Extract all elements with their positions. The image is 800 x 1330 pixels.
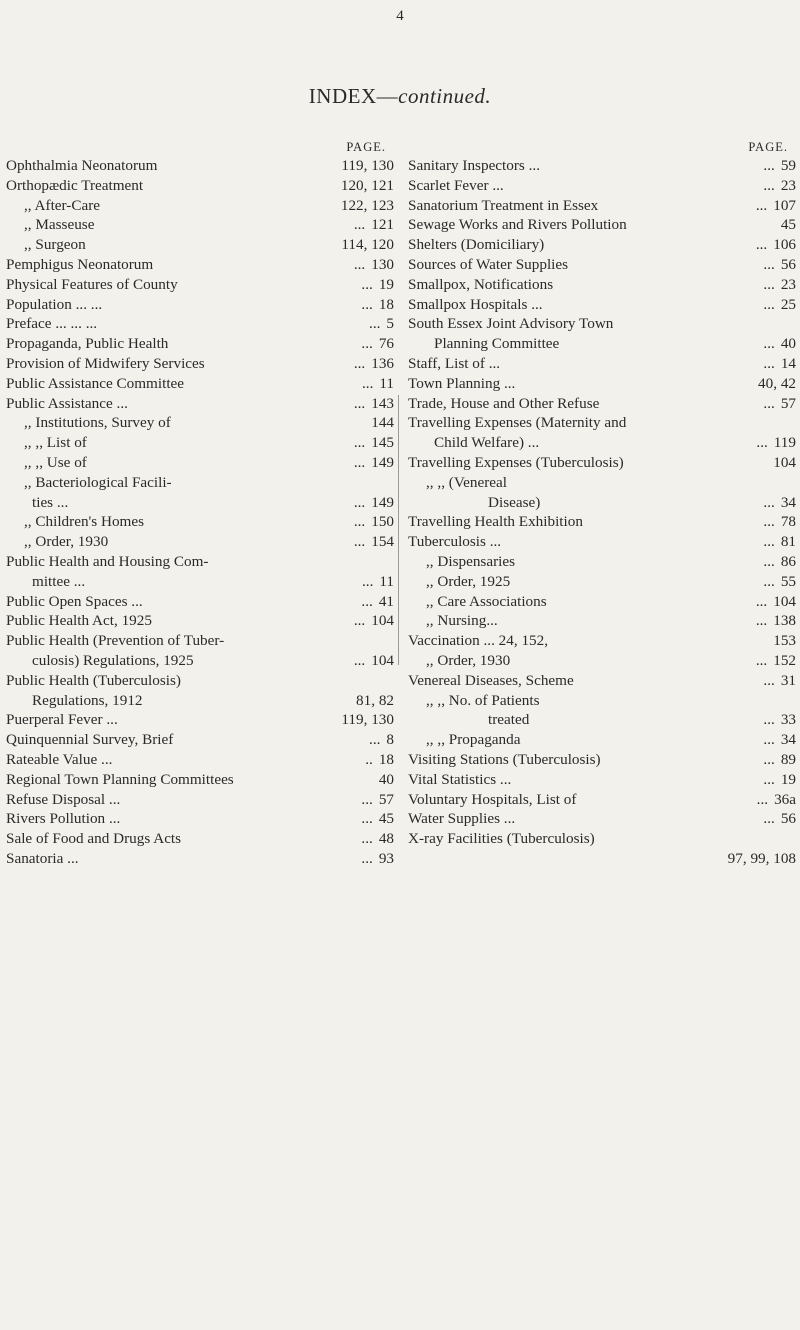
- entry-name: ,, Dispensaries: [426, 552, 515, 570]
- entry-name: Sanatorium Treatment in Essex: [408, 196, 599, 214]
- index-entry: [6, 374, 394, 394]
- index-entry: [6, 413, 394, 433]
- index-entry: [6, 631, 394, 651]
- index-entry: [6, 196, 394, 216]
- index-entry: [408, 334, 796, 354]
- index-entry: [408, 374, 796, 394]
- entry-name: Tuberculosis ...: [408, 533, 502, 551]
- entry-page: 45: [378, 810, 394, 828]
- left-index-column: [6, 138, 394, 869]
- entry-name: mittee ...: [32, 572, 86, 590]
- entry-name: South Essex Joint Advisory Town: [408, 315, 614, 333]
- entry-name: Town Planning ...: [408, 374, 516, 392]
- index-entry: [6, 354, 394, 374]
- entry-name: ,, Children's Homes: [24, 513, 145, 531]
- page-number: 4: [396, 8, 404, 24]
- entry-name: Shelters (Domiciliary): [408, 236, 545, 254]
- entry-leader: ...: [361, 592, 373, 610]
- entry-page: 104: [773, 592, 796, 610]
- index-entry: [408, 671, 796, 691]
- entry-name: ,, Surgeon: [24, 236, 86, 254]
- entry-leader: ...: [361, 275, 373, 293]
- entry-name: Orthopædic Treatment: [6, 176, 144, 194]
- entry-name: Planning Committee: [434, 335, 560, 353]
- entry-name: Public Assistance Committee: [6, 374, 185, 392]
- index-entry: [408, 295, 796, 315]
- entry-name: Pemphigus Neonatorum: [6, 255, 154, 273]
- entry-page: 25: [780, 295, 796, 313]
- entry-page: 40: [378, 770, 394, 788]
- entry-page: 93: [378, 849, 394, 867]
- entry-name: ,, After-Care: [24, 196, 101, 214]
- entry-leader: ...: [763, 552, 775, 570]
- page-title: [0, 84, 800, 109]
- entry-leader: ...: [763, 750, 775, 768]
- index-entry: [6, 592, 394, 612]
- entry-page: 130: [371, 255, 394, 273]
- entry-leader: ...: [353, 651, 366, 669]
- index-entry: [6, 829, 394, 849]
- entry-page: 56: [780, 810, 796, 828]
- entry-leader: ...: [353, 533, 366, 551]
- entry-name: Rivers Pollution ...: [6, 810, 121, 828]
- index-entry: [6, 730, 394, 750]
- entry-name: Public Health (Tuberculosis): [6, 671, 181, 689]
- index-entry: [408, 473, 796, 493]
- entry-name: Travelling Expenses (Maternity and: [408, 414, 627, 432]
- entry-name: Refuse Disposal ...: [6, 790, 121, 808]
- entry-name: Sale of Food and Drugs Acts: [6, 830, 182, 848]
- entry-leader: ...: [763, 354, 775, 372]
- entry-leader: ...: [755, 612, 768, 630]
- entry-leader: ...: [353, 354, 366, 372]
- entry-page: 104: [371, 612, 394, 630]
- index-entry: [6, 552, 394, 572]
- entry-name: Physical Features of County: [6, 275, 178, 293]
- entry-name: culosis) Regulations, 1925: [32, 651, 194, 669]
- index-entry: [408, 196, 796, 216]
- index-entry: [6, 611, 394, 631]
- index-entry: [6, 215, 394, 235]
- index-entry: [408, 235, 796, 255]
- entry-page: 149: [371, 493, 394, 511]
- entry-page: 138: [773, 612, 796, 630]
- right-entries: [408, 156, 796, 869]
- entry-page: 136: [371, 354, 394, 372]
- entry-page: 40, 42: [758, 374, 796, 392]
- index-entry: [6, 671, 394, 691]
- entry-leader: ...: [361, 572, 374, 590]
- entry-leader: ...: [755, 592, 768, 610]
- entry-leader: ...: [763, 810, 775, 828]
- index-entry: [6, 532, 394, 552]
- index-entry: [6, 750, 394, 770]
- entry-leader: ...: [361, 849, 373, 867]
- entry-leader: ...: [763, 731, 775, 749]
- index-entry: [408, 394, 796, 414]
- entry-name: ,, Institutions, Survey of: [24, 414, 171, 432]
- column-divider: [398, 395, 399, 665]
- index-entry: [6, 493, 394, 513]
- entry-page: 106: [773, 236, 796, 254]
- entry-name: ties ...: [32, 493, 69, 511]
- index-entry: [408, 710, 796, 730]
- entry-name: ,, Order, 1930: [426, 651, 511, 669]
- index-entry: [408, 512, 796, 532]
- entry-page: 145: [371, 434, 394, 452]
- entry-leader: ...: [763, 394, 775, 412]
- index-entry: [408, 453, 796, 473]
- entry-page: 45: [780, 216, 796, 234]
- entry-leader: ...: [361, 295, 373, 313]
- entry-page: 119, 130: [341, 157, 394, 174]
- entry-page: 55: [780, 572, 796, 590]
- entry-leader: ...: [763, 572, 775, 590]
- index-entry: [6, 651, 394, 671]
- entry-name: Staff, List of ...: [408, 354, 501, 372]
- entry-name: Public Health (Prevention of Tuber-: [6, 632, 225, 650]
- entry-leader: ...: [353, 453, 366, 471]
- entry-name: Smallpox Hospitals ...: [408, 295, 543, 313]
- entry-leader: ...: [369, 315, 381, 333]
- index-entry: [408, 215, 796, 235]
- index-entry: [408, 572, 796, 592]
- entry-page: 104: [773, 453, 796, 471]
- entry-name: ,, Masseuse: [24, 216, 95, 234]
- index-entry: [6, 394, 394, 414]
- entry-leader: ...: [763, 335, 775, 353]
- index-entry: [408, 790, 796, 810]
- index-entry: [408, 413, 796, 433]
- entry-leader: ...: [353, 612, 366, 630]
- entry-name: treated: [488, 711, 530, 729]
- entry-name: ,, Nursing...: [426, 612, 498, 630]
- right-index-column: [408, 138, 796, 869]
- entry-name: ,, Order, 1930: [24, 533, 109, 551]
- entry-page: 149: [371, 453, 394, 471]
- index-entry: [6, 849, 394, 869]
- index-entry: [6, 809, 394, 829]
- entry-page: 104: [371, 651, 394, 669]
- entry-page: 19: [780, 770, 796, 788]
- entry-page: 23: [780, 176, 796, 194]
- entry-page: 36a: [774, 790, 796, 808]
- entry-leader: ..: [365, 750, 373, 768]
- entry-page: 56: [780, 255, 796, 273]
- left-entries: [6, 156, 394, 869]
- entry-leader: ...: [763, 770, 775, 788]
- entry-name: Public Health Act, 1925: [6, 612, 152, 630]
- entry-page: 150: [371, 513, 394, 531]
- entry-leader: ...: [763, 176, 775, 194]
- entry-name: Propaganda, Public Health: [6, 335, 169, 353]
- entry-name: ,, Bacteriological Facili-: [24, 473, 172, 491]
- entry-name: Sanitary Inspectors ...: [408, 157, 541, 174]
- entry-page: 78: [780, 513, 796, 531]
- entry-page: 86: [780, 552, 796, 570]
- entry-name: Travelling Expenses (Tuberculosis): [408, 453, 624, 471]
- entry-page: 89: [780, 750, 796, 768]
- entry-page: 5: [386, 315, 394, 333]
- entry-name: ,, ,, (Venereal: [426, 473, 507, 491]
- index-entry: [408, 631, 796, 651]
- entry-page: 57: [378, 790, 394, 808]
- entry-name: ,, ,, No. of Patients: [426, 691, 540, 709]
- index-entry: [6, 710, 394, 730]
- entry-leader: ...: [756, 434, 768, 452]
- entry-leader: ...: [763, 255, 775, 273]
- entry-name: Ophthalmia Neonatorum: [6, 157, 158, 174]
- index-entry: [6, 255, 394, 275]
- entry-page: 143: [371, 394, 394, 412]
- entry-name: Vaccination ... 24, 152,: [408, 632, 549, 650]
- entry-leader: ...: [353, 513, 366, 531]
- entry-page: 122, 123: [340, 196, 394, 214]
- index-entry: [408, 255, 796, 275]
- index-entry: [6, 473, 394, 493]
- entry-page: 14: [780, 354, 796, 372]
- title-suffix: continued.: [398, 84, 492, 108]
- entry-leader: ...: [763, 513, 775, 531]
- entry-name: Smallpox, Notifications: [408, 275, 554, 293]
- entry-page: 107: [773, 196, 796, 214]
- index-entry: [408, 493, 796, 513]
- entry-page: 48: [378, 830, 394, 848]
- entry-name: Trade, House and Other Refuse: [408, 394, 600, 412]
- entry-page: 11: [379, 374, 394, 392]
- entry-page: 57: [780, 394, 796, 412]
- entry-page: 120, 121: [340, 176, 394, 194]
- index-entry: [6, 433, 394, 453]
- entry-leader: ...: [353, 216, 366, 234]
- entry-page: 76: [378, 335, 394, 353]
- entry-name: ,, Care Associations: [426, 592, 547, 610]
- index-entry: [6, 453, 394, 473]
- entry-page: 8: [386, 731, 394, 749]
- index-entry: [408, 156, 796, 176]
- entry-page: 152: [773, 651, 796, 669]
- index-entry: [408, 176, 796, 196]
- index-entry: [6, 770, 394, 790]
- entry-name: Quinquennial Survey, Brief: [6, 731, 174, 749]
- entry-name: Preface ... ... ...: [6, 315, 98, 333]
- index-entry: [408, 314, 796, 334]
- entry-leader: ...: [763, 157, 775, 174]
- entry-leader: ...: [369, 731, 381, 749]
- index-entry: [408, 532, 796, 552]
- index-entry: [408, 354, 796, 374]
- entry-page: 154: [371, 533, 394, 551]
- right-page-header: PAGE.: [748, 140, 788, 154]
- entry-leader: ...: [361, 830, 373, 848]
- entry-name: Puerperal Fever ...: [6, 711, 118, 729]
- index-entry: [408, 809, 796, 829]
- index-entry: [6, 512, 394, 532]
- entry-page: 33: [780, 711, 796, 729]
- index-entry: [408, 750, 796, 770]
- entry-leader: ...: [353, 493, 366, 511]
- entry-page: 18: [378, 750, 394, 768]
- entry-page: 97, 99, 108: [727, 849, 796, 867]
- entry-page: 144: [371, 414, 394, 432]
- entry-name: Public Assistance ...: [6, 394, 128, 412]
- entry-page: 121: [371, 216, 394, 234]
- entry-name: Public Health and Housing Com-: [6, 552, 209, 570]
- entry-page: 19: [378, 275, 394, 293]
- entry-leader: ...: [361, 374, 374, 392]
- entry-name: Public Open Spaces ...: [6, 592, 143, 610]
- left-page-header: PAGE.: [346, 140, 386, 154]
- entry-page: 119, 130: [341, 711, 394, 729]
- entry-leader: ...: [361, 810, 373, 828]
- entry-leader: ...: [755, 651, 768, 669]
- entry-leader: ...: [361, 335, 373, 353]
- entry-name: Voluntary Hospitals, List of: [408, 790, 577, 808]
- entry-page: 59: [780, 157, 796, 174]
- index-entry: [408, 730, 796, 750]
- index-entry: [408, 275, 796, 295]
- entry-leader: ...: [755, 196, 768, 214]
- entry-page: 18: [378, 295, 394, 313]
- index-entry: [6, 235, 394, 255]
- entry-name: Water Supplies ...: [408, 810, 516, 828]
- index-entry: [408, 770, 796, 790]
- index-entry: [6, 572, 394, 592]
- entry-leader: ...: [763, 711, 775, 729]
- index-entry: [6, 314, 394, 334]
- index-entry: [6, 691, 394, 711]
- entry-leader: ...: [361, 790, 373, 808]
- entry-name: Provision of Midwifery Services: [6, 354, 205, 372]
- entry-name: Regional Town Planning Committees: [6, 770, 234, 788]
- entry-page: 114, 120: [341, 236, 394, 254]
- entry-leader: ...: [763, 671, 775, 689]
- entry-leader: ...: [763, 275, 775, 293]
- index-entry: [6, 156, 394, 176]
- index-entry: [408, 552, 796, 572]
- entry-name: Child Welfare) ...: [434, 434, 540, 452]
- index-entry: [408, 433, 796, 453]
- entry-name: ,, ,, Use of: [24, 453, 87, 471]
- entry-name: Sources of Water Supplies: [408, 255, 569, 273]
- index-entry: [408, 651, 796, 671]
- entry-name: Scarlet Fever ...: [408, 176, 504, 194]
- entry-page: 31: [780, 671, 796, 689]
- entry-name: ,, ,, List of: [24, 434, 87, 452]
- entry-page: 11: [379, 572, 394, 590]
- entry-name: X-ray Facilities (Tuberculosis): [408, 830, 595, 848]
- entry-leader: ...: [763, 493, 775, 511]
- index-entry: [408, 592, 796, 612]
- entry-leader: ...: [353, 255, 366, 273]
- entry-leader: ...: [755, 236, 768, 254]
- entry-name: Travelling Health Exhibition: [408, 513, 583, 531]
- entry-leader: ...: [763, 533, 775, 551]
- entry-page: 41: [378, 592, 394, 610]
- entry-name: Rateable Value ...: [6, 750, 113, 768]
- entry-name: Sewage Works and Rivers Pollution: [408, 216, 627, 234]
- entry-leader: ...: [353, 434, 366, 452]
- entry-page: 153: [773, 632, 796, 650]
- index-entry: [6, 790, 394, 810]
- entry-name: Regulations, 1912: [32, 691, 143, 709]
- index-entry: [6, 295, 394, 315]
- entry-leader: ...: [756, 790, 769, 808]
- index-entry: [6, 334, 394, 354]
- entry-name: ,, ,, Propaganda: [426, 731, 521, 749]
- entry-page: 34: [780, 731, 796, 749]
- entry-page: 81: [780, 533, 796, 551]
- entry-page: 119: [773, 434, 796, 452]
- entry-leader: ...: [353, 394, 366, 412]
- entry-leader: ...: [763, 295, 775, 313]
- entry-page: 34: [780, 493, 796, 511]
- index-entry: [408, 829, 796, 849]
- entry-page: 40: [780, 335, 796, 353]
- entry-name: Disease): [488, 493, 541, 511]
- index-entry: [6, 275, 394, 295]
- entry-name: Population ... ...: [6, 295, 103, 313]
- index-entry: [6, 176, 394, 196]
- entry-name: ,, Order, 1925: [426, 572, 511, 590]
- entry-name: Sanatoria ...: [6, 849, 79, 867]
- index-entry: [408, 611, 796, 631]
- title-main: INDEX—: [308, 84, 399, 108]
- entry-name: Vital Statistics ...: [408, 770, 512, 788]
- entry-page: 81, 82: [356, 691, 394, 709]
- entry-name: Venereal Diseases, Scheme: [408, 671, 574, 689]
- index-entry: [408, 691, 796, 711]
- index-entry: [408, 849, 796, 869]
- entry-name: Visiting Stations (Tuberculosis): [408, 750, 601, 768]
- entry-page: 23: [780, 275, 796, 293]
